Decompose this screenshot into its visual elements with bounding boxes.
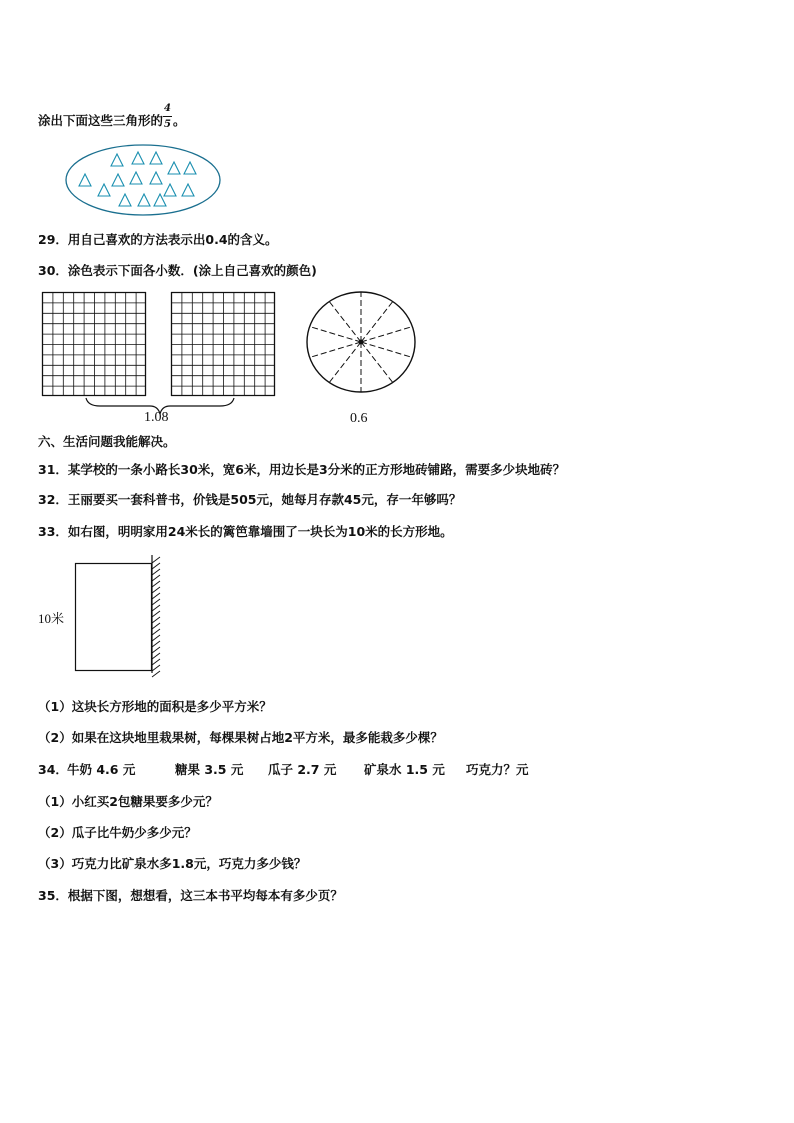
hatch-mark (152, 617, 160, 623)
circle-decimal-label: 0.6 (350, 411, 368, 426)
hatch-mark (152, 599, 160, 605)
hatch-mark (152, 659, 160, 665)
triangle (132, 152, 144, 164)
triangles (79, 152, 196, 206)
q33-sub2: （2）如果在这块地里栽果树，每棵果树占地2平方米，最多能栽多少棵？ (38, 730, 443, 745)
triangle (138, 194, 150, 206)
q30-text: 30．涂色表示下面各小数．(涂上自己喜欢的颜色) (38, 263, 317, 278)
hundred-grid-1[interactable] (42, 292, 146, 396)
triangle (164, 184, 176, 196)
wall-hatching (152, 557, 160, 677)
hatch-mark (152, 635, 160, 641)
triangle-oval-figure (64, 140, 224, 220)
triangle (79, 174, 91, 186)
center-dot (359, 340, 364, 345)
hatch-mark (152, 575, 160, 581)
q28-prefix: 涂出下面这些三角形的 (38, 113, 164, 128)
price-water: 矿泉水 1.5 元 (364, 762, 445, 777)
sector-divider (361, 342, 412, 357)
triangle (130, 172, 142, 184)
triangle (184, 162, 196, 174)
hatch-mark (152, 593, 160, 599)
hatch-mark (152, 629, 160, 635)
fraction-bar (163, 116, 172, 117)
q33-sub1: （1）这块长方形地的面积是多少平方米？ (38, 699, 272, 714)
fraction-numerator: 4 (164, 103, 171, 114)
grid-decimal-label: 1.08 (144, 410, 169, 425)
divided-circle[interactable] (305, 290, 417, 394)
hatch-mark (152, 569, 160, 575)
hatch-mark (152, 611, 160, 617)
hatch-mark (152, 581, 160, 587)
hatch-mark (152, 557, 160, 563)
price-seeds: 瓜子 2.7 元 (268, 762, 337, 777)
sector-divider (361, 342, 393, 382)
triangle (98, 184, 110, 196)
price-candy: 糖果 3.5 元 (175, 762, 244, 777)
q34-sub2: （2）瓜子比牛奶少多少元？ (38, 825, 197, 840)
triangle (150, 152, 162, 164)
price-milk: 牛奶 4.6 元 (67, 762, 136, 777)
q34-sub3: （3）巧克力比矿泉水多1.8元，巧克力多少钱？ (38, 856, 307, 871)
hatch-mark (152, 641, 160, 647)
oval (66, 145, 220, 215)
fence-wall-diagram (70, 555, 170, 680)
sector-divider (310, 342, 361, 357)
triangle (119, 194, 131, 206)
rectangle-plot (76, 564, 152, 671)
hatch-mark (152, 563, 160, 569)
triangle (182, 184, 194, 196)
hatch-mark (152, 665, 160, 671)
hatch-mark (152, 605, 160, 611)
section-heading: 六、生活问题我能解决。 (38, 434, 176, 449)
triangle (111, 154, 123, 166)
hatch-mark (152, 647, 160, 653)
fraction-denominator: 5 (164, 119, 171, 130)
q31-text: 31．某学校的一条小路长30米，宽6米，用边长是3分米的正方形地砖铺路，需要多少块地砖？ (38, 462, 566, 477)
hatch-mark (152, 671, 160, 677)
sector-divider (329, 302, 361, 342)
hatch-mark (152, 653, 160, 659)
q33-text: 33．如右图，明明家用24米长的篱笆靠墙围了一块长为10米的长方形地。 (38, 524, 453, 539)
hatch-mark (152, 587, 160, 593)
side-length-label: 10米 (38, 611, 65, 626)
sector-divider (310, 327, 361, 342)
hundred-grid-2[interactable] (171, 292, 275, 396)
triangle (168, 162, 180, 174)
hatch-mark (152, 623, 160, 629)
q34-sub1: （1）小红买2包糖果要多少元？ (38, 794, 218, 809)
q35-text: 35．根据下图，想想看，这三本书平均每本有多少页？ (38, 888, 343, 903)
q32-text: 32．王丽要买一套科普书，价钱是505元，她每月存款45元，存一年够吗？ (38, 492, 462, 507)
triangle (150, 172, 162, 184)
sector-divider (361, 327, 412, 342)
q29-text: 29．用自己喜欢的方法表示出0.4的含义。 (38, 232, 278, 247)
sector-divider (361, 302, 393, 342)
q28-text (38, 103, 186, 130)
price-chocolate: 巧克力？元 (466, 762, 529, 777)
triangle (112, 174, 124, 186)
q34-num: 34． (38, 762, 68, 777)
q28-suffix: 。 (173, 113, 186, 128)
grid-brace (80, 396, 330, 426)
sector-divider (329, 342, 361, 382)
